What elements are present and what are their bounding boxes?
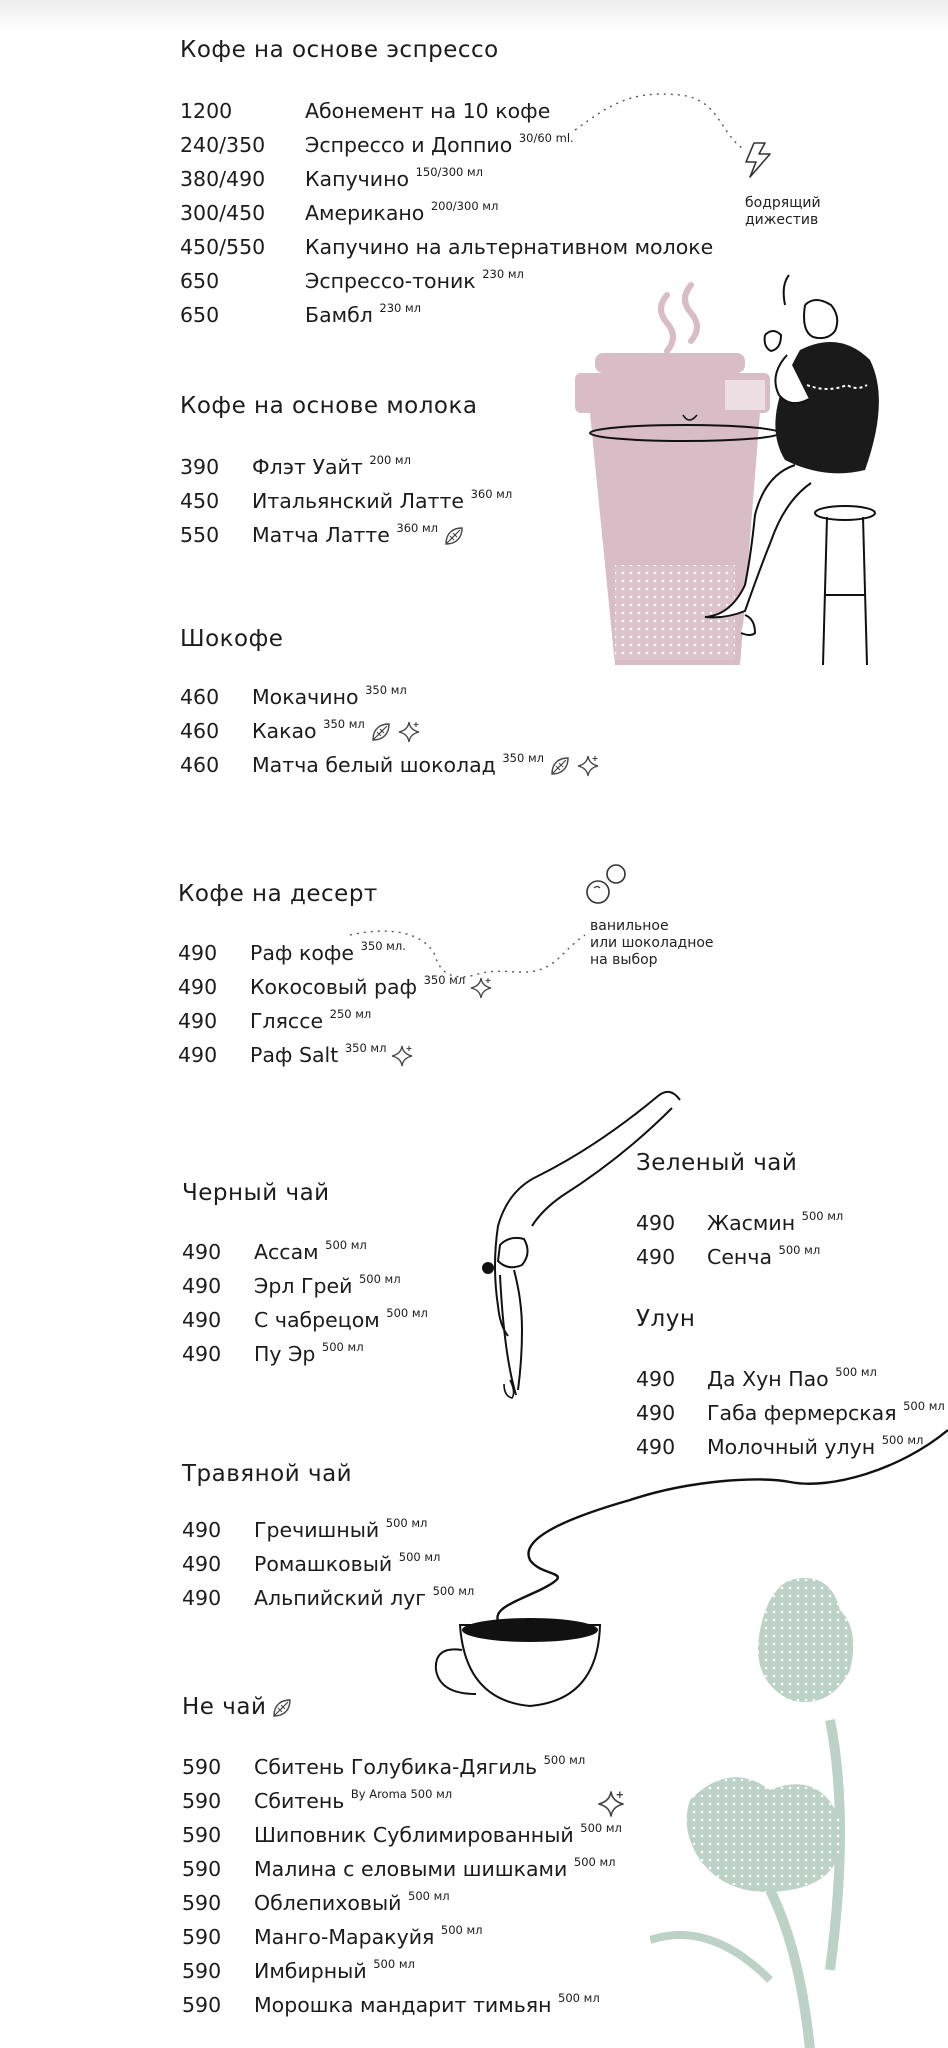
leaf-icon [548,754,572,778]
menu-item-name [305,133,574,157]
menu-item-title: Сенча [707,1245,773,1269]
menu-item-title: Ромашковый [254,1552,393,1576]
menu-item-price: 490 [636,1435,676,1459]
menu-item-title: Гляссе [250,1009,324,1033]
menu-item-name [305,303,421,327]
sparkle-icon [397,720,421,744]
menu-item-volume: 230 мл [482,267,524,282]
leaf-icon [369,720,393,744]
menu-item-name [305,235,713,259]
menu-item-title: Абонемент на 10 кофе [305,99,551,123]
menu-item-price: 490 [182,1552,222,1576]
menu-item-volume: 360 мл [396,521,439,536]
menu-item-name [254,1518,427,1542]
menu-item-name [254,1959,415,1983]
menu-item-volume: 250 мл [329,1007,372,1022]
menu-item-title: Матча белый шоколад [252,753,496,777]
menu-item-volume: 500 мл [373,1957,415,1972]
menu-item-price: 650 [180,269,220,293]
menu-item-price: 460 [180,685,220,709]
menu-item-price: 650 [180,303,220,327]
menu-item-title: Бамбл [305,303,373,327]
menu-item-volume: 500 мл [398,1550,441,1565]
menu-item-name [254,1993,600,2017]
leaf-icon [270,1696,294,1720]
menu-item-volume: 500 мл [432,1584,475,1599]
menu-item-price: 550 [180,523,220,547]
menu-item-name [254,1274,401,1298]
girl-with-coffee-illustration [555,265,915,685]
menu-item-volume: 500 мл [801,1209,844,1224]
menu-item-volume: 500 мл [386,1306,428,1321]
menu-item-volume: 350 мл [502,751,544,766]
menu-item-price: 490 [182,1240,222,1264]
menu-item-price: 490 [636,1245,676,1269]
menu-item-volume: 500 мл [385,1516,428,1531]
menu-item-price: 460 [180,753,220,777]
menu-item-name [254,1925,483,1949]
menu-item-title: Раф Salt [250,1043,339,1067]
menu-item-name [252,489,512,513]
menu-item-name [250,1043,414,1068]
menu-item-volume: 500 мл [903,1399,945,1414]
menu-item-volume: 150/300 мл [415,165,484,180]
menu-item-volume: 500 мл [408,1889,450,1904]
bubbles-icon [583,860,633,908]
menu-item-volume: 350 мл [323,717,365,732]
menu-item-volume: 230 мл [379,301,422,316]
section-title [182,1694,294,1720]
tulip-illustration [650,1560,948,2048]
menu-item-price: 590 [182,1993,222,2017]
menu-item-price: 490 [178,941,218,965]
menu-item-price: 390 [180,455,220,479]
menu-item-price: 240/350 [180,133,266,157]
menu-item-price: 490 [182,1518,222,1542]
menu-item-name [254,1308,428,1332]
menu-item-price: 490 [182,1342,222,1366]
menu-item-price: 460 [180,719,220,743]
menu-item-name [254,1552,440,1576]
menu-item-price: 300/450 [180,201,266,225]
section-title-text: Черный чай [182,1180,330,1206]
menu-item-title: Флэт Уайт [252,455,363,479]
menu-item-title: Эрл Грей [254,1274,353,1298]
menu-item-price: 590 [182,1823,222,1847]
menu-item-title: Гречишный [254,1518,380,1542]
menu-item-price: 490 [636,1211,676,1235]
menu-item-name [254,1342,364,1366]
menu-item-name [305,269,524,293]
menu-item-title: Капучино на альтернативном молоке [305,235,714,259]
menu-item-title: Малина с еловыми шишками [254,1857,568,1881]
menu-item-title: Пу Эр [254,1342,316,1366]
section-title-text: Зеленый чай [636,1150,798,1176]
menu-item-volume: 350 мл. [360,939,406,954]
menu-item-title: Ассам [254,1240,319,1264]
menu-item-title: Габа фермерская [707,1401,897,1425]
menu-item-title: Молочный улун [707,1435,876,1459]
note-energy-text: бодрящий дижестив [745,195,821,228]
menu-item-volume: 500 мл [573,1855,616,1870]
menu-item-name [252,455,411,479]
menu-item-name [254,1755,585,1779]
menu-item-name [254,1823,622,1847]
menu-item-title: Манго-Маракуйя [254,1925,435,1949]
menu-item-name [707,1401,945,1425]
menu-item-title: Матча Латте [252,523,390,547]
menu-item-price: 490 [182,1308,222,1332]
menu-item-volume: 500 мл [325,1238,367,1253]
sparkle-icon [576,754,600,778]
menu-item-price: 490 [636,1401,676,1425]
menu-item-volume: 350 мл [344,1041,387,1056]
section-title-text: Травяной чай [182,1461,353,1487]
menu-item-name [305,167,483,191]
sparkle-icon [596,1789,626,1819]
sparkle-icon [469,976,493,1000]
menu-item-name [254,1586,474,1610]
menu-item-title: Да Хун Пао [707,1367,829,1391]
menu-item-volume: 200/300 мл [430,199,499,214]
menu-item-name [252,523,466,548]
menu-item-price: 590 [182,1755,222,1779]
menu-item-name [250,941,406,965]
section-title [180,393,478,419]
menu-item-title: Сбитень Голубика-Дягиль [254,1755,538,1779]
menu-item-title: Итальянский Латте [252,489,465,513]
menu-item-volume: 350 мл [423,973,466,988]
menu-item-volume: 500 мл [881,1433,924,1448]
menu-item-volume: 500 мл [358,1272,401,1287]
menu-item-volume: 30/60 ml. [518,131,574,146]
menu-item-name [305,201,498,225]
menu-item-title: Сбитень [254,1789,345,1813]
menu-item-price: 450 [180,489,220,513]
section-title [182,1180,330,1206]
menu-item-title: Раф кофе [250,941,355,965]
menu-item-title: Эспрессо-тоник [305,269,476,293]
sparkle-icon [390,1044,414,1068]
menu-item-price: 590 [182,1891,222,1915]
menu-item-volume: 360 мл [470,487,513,502]
section-title-text: Кофе на основе эспрессо [180,37,499,63]
menu-item-name [252,753,600,778]
menu-item-name [707,1435,923,1459]
lightning-icon [740,140,776,180]
menu-item-price: 590 [182,1925,222,1949]
section-title [636,1150,797,1176]
menu-item-name [254,1857,616,1881]
section-title-text: Кофе на основе молока [180,393,478,419]
section-title [178,881,378,907]
menu-item-price: 490 [178,1043,218,1067]
section-title-text: Шокофе [180,626,284,652]
section-title [636,1306,695,1332]
section-title-text: Не чай [182,1694,267,1720]
menu-item-price: 490 [182,1586,222,1610]
menu-item-volume: 500 мл [835,1365,877,1380]
menu-item-volume: By Aroma 500 мл [350,1787,453,1802]
top-shadow [0,0,948,30]
section-title [180,626,283,652]
menu-item-price: 590 [182,1857,222,1881]
menu-item-title: Капучино [305,167,410,191]
menu-item-volume: 200 мл [369,453,411,468]
menu-item-name [707,1211,843,1235]
menu-item-name [252,719,421,744]
section-title-text: Улун [636,1306,696,1332]
menu-item-name [707,1245,820,1269]
menu-item-price: 1200 [180,99,233,123]
section-title [182,1461,352,1487]
menu-item-price: 590 [182,1789,222,1813]
menu-item-name [250,975,493,1000]
menu-item-volume: 500 мл [321,1340,364,1355]
menu-item-name [252,685,407,709]
note-syrup [590,918,714,969]
menu-item-title: Какао [252,719,317,743]
menu-item-price: 490 [178,1009,218,1033]
menu-item-name [707,1367,877,1391]
menu-item-volume: 500 мл [580,1821,622,1836]
menu-item-price: 490 [178,975,218,999]
section-title [180,37,499,63]
note-energy [745,195,821,229]
menu-item-title: Кокосовый раф [250,975,418,999]
menu-item-volume: 350 мл [365,683,407,698]
menu-item-volume: 500 мл [558,1991,600,2006]
menu-item-title: Шиповник Сублимированный [254,1823,574,1847]
menu-item-price: 450/550 [180,235,266,259]
menu-item-title: Имбирный [254,1959,367,1983]
menu-item-name [305,99,550,123]
menu-item-volume: 500 мл [543,1753,586,1768]
diver-illustration [460,1080,690,1400]
note-syrup-text: ванильное или шоколадное на выбор [590,918,714,968]
menu-item-title: Облепиховый [254,1891,402,1915]
menu-item-volume: 500 мл [778,1243,821,1258]
menu-item-volume: 500 мл [440,1923,483,1938]
menu-item-title: С чабрецом [254,1308,380,1332]
menu-item-price: 380/490 [180,167,266,191]
menu-item-title: Морошка мандарит тимьян [254,1993,552,2017]
section-title-text: Кофе на десерт [178,881,378,907]
menu-item-name [254,1789,452,1813]
menu-item-title: Жасмин [707,1211,796,1235]
menu-item-name [254,1240,367,1264]
menu-item-price: 490 [182,1274,222,1298]
menu-item-name [250,1009,371,1033]
menu-item-title: Мокачино [252,685,359,709]
menu-item-title: Эспрессо и Доппио [305,133,513,157]
menu-item-price: 490 [636,1367,676,1391]
leaf-icon [442,524,466,548]
menu-item-price: 590 [182,1959,222,1983]
menu-item-name [254,1891,450,1915]
menu-item-title: Альпийский луг [254,1586,427,1610]
menu-item-title: Американо [305,201,425,225]
